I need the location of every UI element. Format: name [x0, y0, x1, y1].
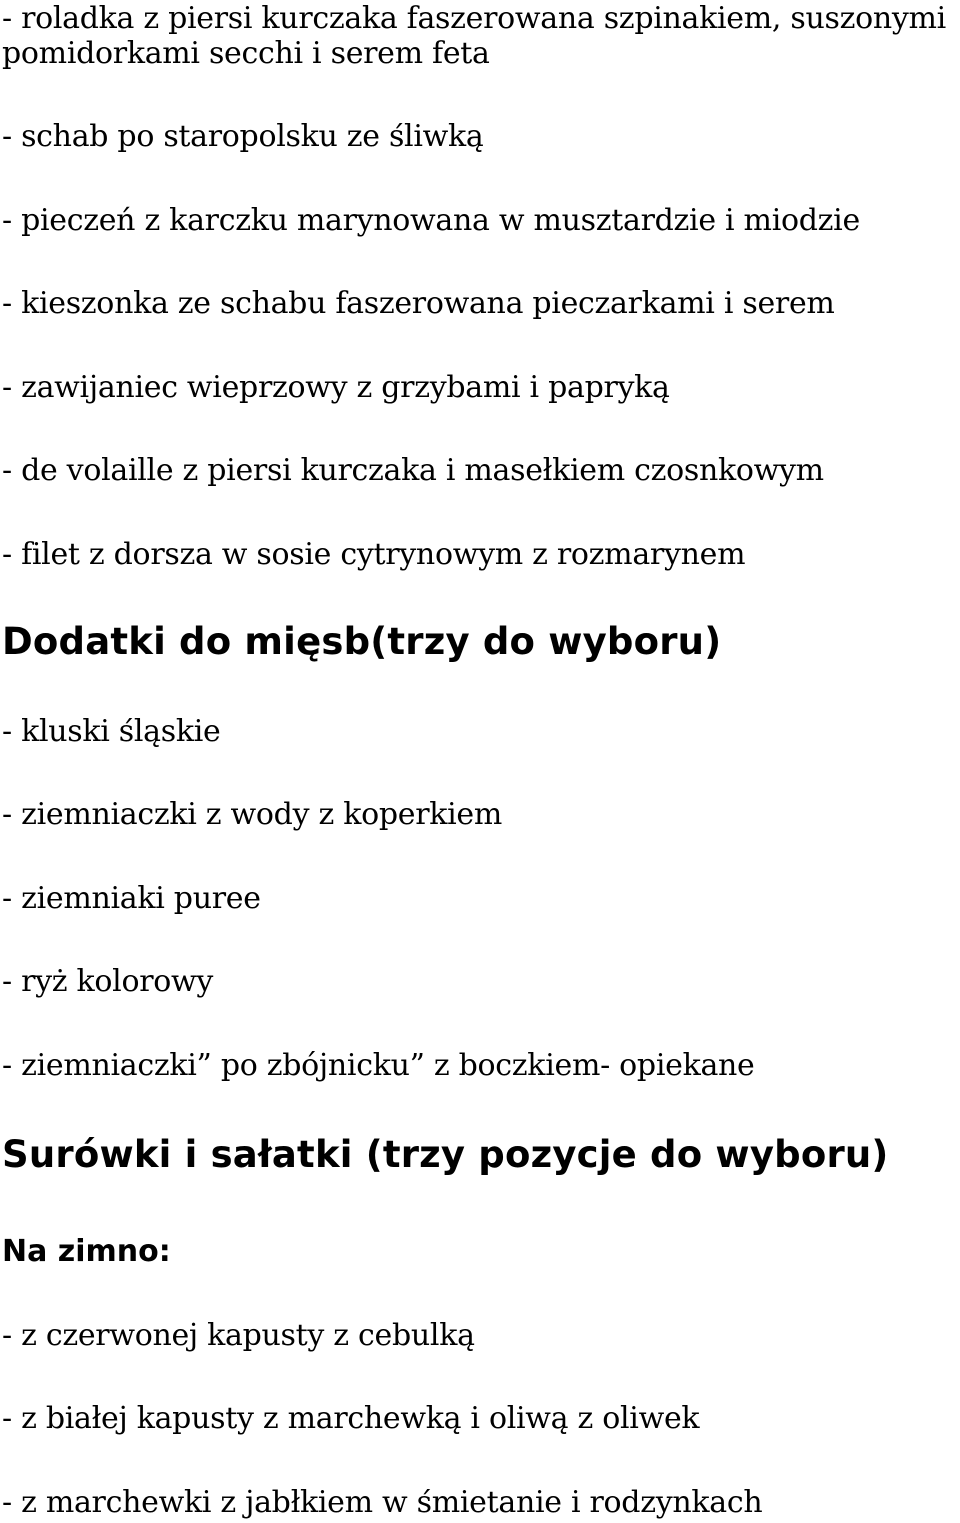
side-item-1: - kluski śląskie: [2, 714, 221, 749]
main-dish-item-1-line-2: pomidorkami secchi i serem feta: [2, 36, 490, 71]
side-item-2: - ziemniaczki z wody z koperkiem: [2, 797, 503, 832]
side-item-3: - ziemniaki puree: [2, 881, 261, 916]
main-dish-item-6: - de volaille z piersi kurczaka i masełkiem czosnkowym: [2, 453, 824, 488]
salad-item-3: - z marchewki z jabłkiem w śmietanie i rodzynkach: [2, 1485, 763, 1520]
salad-item-2: - z białej kapusty z marchewką i oliwą z oliwek: [2, 1401, 700, 1436]
main-dish-item-5: - zawijaniec wieprzowy z grzybami i papryką: [2, 370, 670, 405]
main-dish-item-4: - kieszonka ze schabu faszerowana pieczarkami i serem: [2, 286, 835, 321]
main-dish-item-1-line-1: - roladka z piersi kurczaka faszerowana szpinakiem, suszonymi: [2, 1, 946, 36]
sides-heading: Dodatki do mięsb(trzy do wyboru): [2, 620, 722, 663]
main-dish-item-2: - schab po staropolsku ze śliwką: [2, 119, 484, 154]
side-item-4: - ryż kolorowy: [2, 964, 214, 999]
side-item-5: - ziemniaczki” po zbójnicku” z boczkiem- opiekane: [2, 1048, 755, 1083]
main-dish-item-7: - filet z dorsza w sosie cytrynowym z rozmarynem: [2, 537, 746, 572]
main-dish-item-3: - pieczeń z karczku marynowana w musztardzie i miodzie: [2, 203, 860, 238]
salad-item-1: - z czerwonej kapusty z cebulką: [2, 1318, 475, 1353]
cold-salads-heading: Na zimno:: [2, 1234, 171, 1269]
salads-heading: Surówki i sałatki (trzy pozycje do wyboru): [2, 1133, 889, 1176]
